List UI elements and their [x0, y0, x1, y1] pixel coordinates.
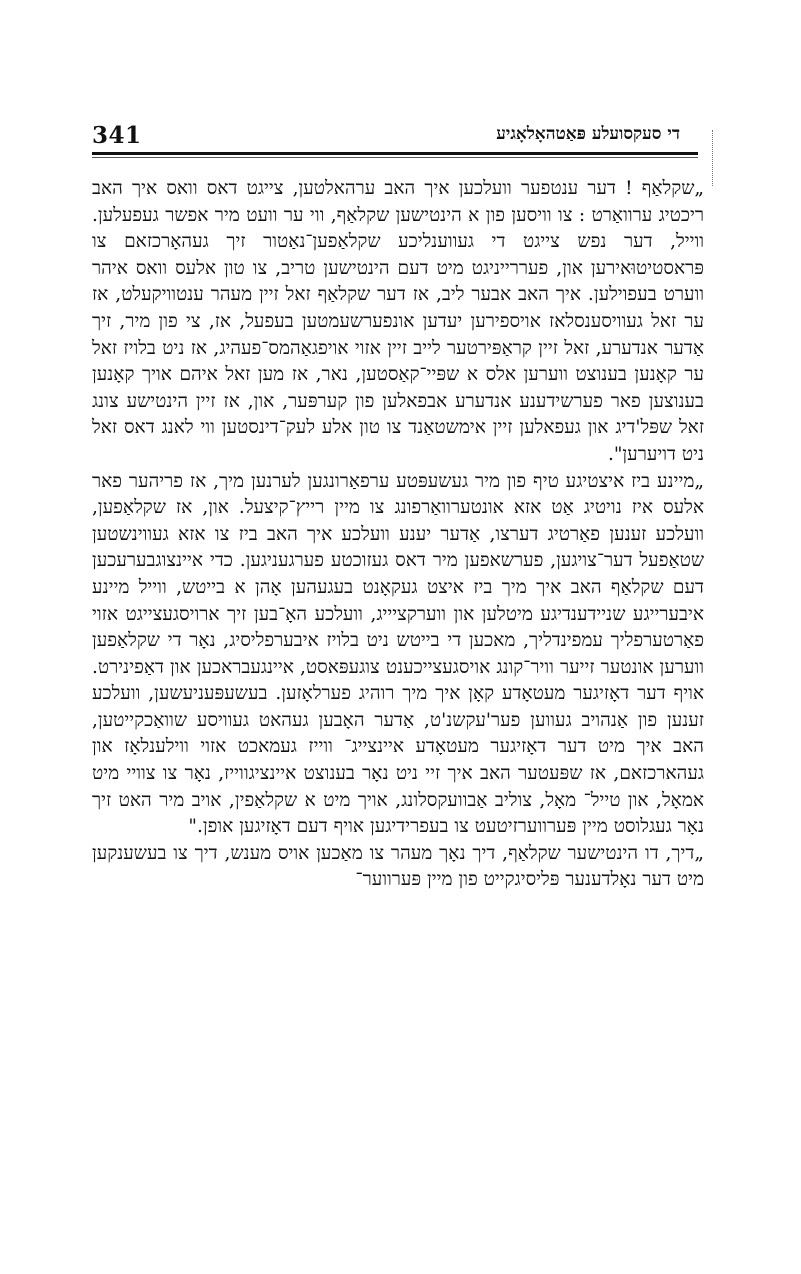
running-title: די סעקסועלע פּאַטהאָלאָגיע — [496, 124, 680, 144]
header-rule — [92, 152, 698, 155]
page-number: 341 — [92, 122, 142, 149]
body-text — [92, 176, 704, 894]
page-header — [92, 118, 692, 154]
paragraph-2: „מיינע ביז איצטיגע טיף פון מיר געשעפּטע ערפאַרונגען לערנען מיך, אז פריהער פאר אלעס איז נויטיג אַט אזא אונטערוואַרפונג צו מיין רייץ־קיצעל. און, אז שקלאַפען, וועלכע זענען פאַרטיג דערצו, אַדער יענע וועלכע איך האב ביז צו אזא געווינשטען שטאַפעל דער־צויגען, פערשאפען מיר דאס געזוכטע פערגעניגען. כדי איינצוגבערעכען דעם שקלאַף האב איך מיך ביז איצט געקאָנט בעגעהען אָהן א בייטש, ווייל מיינע איבערייגע שניידענדיגע מיטלען און ווערקציייג, וועלכע האָ־בען זיך ארויסגעצייגט אזוי פאַרטערפליך עמפינדליך, מאכען די בייטש ניט בלויז איבערפליסיג, נאָר די שקלאַפען ווערען אונטער זייער וויר־קונג אויסגעצייכענט צוגעפּאסט, איינגעבראכען און דאַפינירט. אויף דער דאָזיגער מעטאָדע קאָן איך מיך רוהיג פערלאָזען. בעשעפּעניעשען, וועלכע זענען פון אַנהויב געווען פער'עקשנ'ט, אַדער האָבען געהאט געוויסע שוואַכקייטען, האב איך מיט דער דאָזיגער מעטאָדע איינצייג־ ווייז געמאכט אזוי ווילענלאָז און געהארכזאם, אז שפּעטער האב איך זיי ניט נאָר בענוצט איינציגווייז, נאָר צו צוויי מיט אמאָל, און טייל־ מאָל, צוליב אַבוועקסלונג, אויך מיט א שקלאַפין, אויב מיר האט זיך נאָר געגלוסט מיין פּערווערזיטעט צו בעפרידיגען אויף דעם דאָזיגען אופן." — [92, 470, 704, 838]
paragraph-1: „שקלאַף ! דער ענטפער וועלכען איך האב ערהאלטען, צייגט דאס וואס איך האב ריכטיג ערוואַרט : צו וויסען פון א הינטישען שקלאַף, ווי ער וועט מיר אפשר געפעלען. ווייל, דער נפש צייגט די געווענליכע שקלאַפען־נאַטור זיך געהאָרכזאם צו פּראסטיטוּאירען און, פעררייניגט מיט דעם הינטישען טריב, צו טון אלעס וואס איהר ווערט בעפוילען. איך האב אבער ליב, אז דער שקלאַף זאל זיין מעהר ענטוויקעלט, אז ער זאל געוויסענסלאז אויספירען יעדען אונפערשעמטען בעפעל, אז, צי פון מיר, זיך אַדער אנדערע, זאל זיין קראַפּירטער לייב זיין אזוי אויפגאַהמס־פעהיג, אז ניט בלויז זאל ער קאָנען בענוצט ווערען אלס א שפּיי־קאַסטען, נאר, אז מען זאל איהם אויך קאָנען בענוצען פאר פערשידענע אנדערע אבפאלען פון קערפּער, און, אז זיין הינטישע צונג זאל שפּל'דיג און געפאלען זיין אימשטאַנד צו טון אלע לעק־דינסטען ווי לאנג דאס זאל ניט דויערען". — [92, 178, 704, 465]
margin-mark — [712, 130, 717, 186]
header-rule-thin — [92, 157, 698, 158]
paragraph-3: „דיך, דו הינטישער שקלאַף, דיך נאָך מעהר צו מאַכען אויס מענש, דיך צו בעשענקען מיט דער נאָלדענער פּליסיגקייט פון מיין פּערווער־ — [92, 842, 704, 891]
